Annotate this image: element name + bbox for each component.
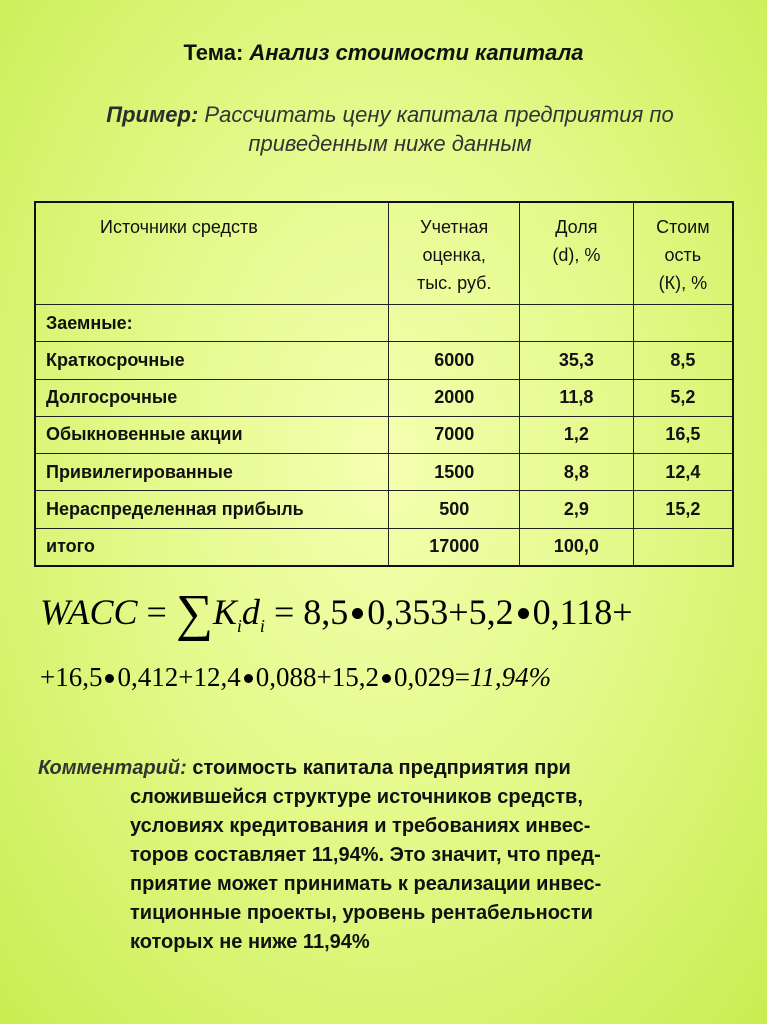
example-label: Пример:	[106, 102, 199, 127]
row-name: Краткосрочные	[35, 342, 389, 379]
topic-label: Тема:	[183, 40, 244, 65]
comment-label: Комментарий:	[38, 757, 187, 779]
slide-topic	[0, 40, 767, 66]
comment-block	[38, 754, 738, 957]
wacc-result: 11,94%	[469, 662, 552, 692]
example-line-1: Рассчитать цену капитала предприятия по	[204, 102, 674, 127]
row-name: Заемные:	[35, 305, 389, 342]
capital-sources-table	[34, 201, 734, 567]
multiply-dot-icon	[244, 674, 253, 683]
wacc-symbol: WACC	[40, 592, 138, 632]
table-row	[35, 305, 733, 342]
table-row: Краткосрочные 6000 35,3 8,5	[35, 342, 733, 379]
wacc-formula-line-1: WACC = $\sum K_id_i = 8,5$ 0,353+5,2 0,118+	[40, 585, 633, 642]
row-name: Долгосрочные	[35, 379, 389, 416]
topic-value: Анализ стоимости капитала	[249, 40, 584, 65]
comment-line: сложившейся структуре источников средств,	[130, 786, 583, 808]
table-row: Обыкновенные акции 7000 1,2 16,5	[35, 416, 733, 453]
comment-line: стоимость капитала предприятия при	[192, 757, 571, 779]
row-name: Обыкновенные акции	[35, 416, 389, 453]
table-row: Привилегированные 1500 8,8 12,4	[35, 454, 733, 491]
sum-symbol: ∑	[175, 585, 213, 642]
table-header-row	[35, 202, 733, 305]
header-book-value: Учетная оценка, тыс. руб.	[389, 202, 520, 305]
example-statement	[60, 100, 720, 158]
wacc-formula-line-2: +16,5 0,412+12,4 0,088+15,2 0,029=11,94%	[40, 662, 552, 692]
table-row: Нераспределенная прибыль 500 2,9 15,2	[35, 491, 733, 528]
header-cost: Стоим ость (К), %	[633, 202, 733, 305]
comment-line: торов составляет 11,94%. Это значит, что пред-	[130, 844, 601, 866]
comment-line: приятие может принимать к реализации инвес-	[130, 873, 602, 895]
multiply-dot-icon	[352, 608, 363, 619]
table-row: Долгосрочные 2000 11,8 5,2	[35, 379, 733, 416]
multiply-dot-icon	[382, 674, 391, 683]
example-line-2: приведенным ниже данным	[248, 131, 532, 156]
header-sources: Источники средств	[35, 202, 389, 305]
comment-line: тиционные проекты, уровень рентабельности	[130, 902, 593, 924]
row-name: Привилегированные	[35, 454, 389, 491]
multiply-dot-icon	[105, 674, 114, 683]
row-name: Нераспределенная прибыль	[35, 491, 389, 528]
header-share: Доля (d), %	[520, 202, 634, 305]
multiply-dot-icon	[518, 608, 529, 619]
comment-line: которых не ниже 11,94%	[130, 931, 370, 953]
table-row-total: итого 17000 100,0	[35, 528, 733, 566]
row-name: итого	[35, 528, 389, 566]
comment-line: условиях кредитования и требованиях инвес-	[130, 815, 591, 837]
